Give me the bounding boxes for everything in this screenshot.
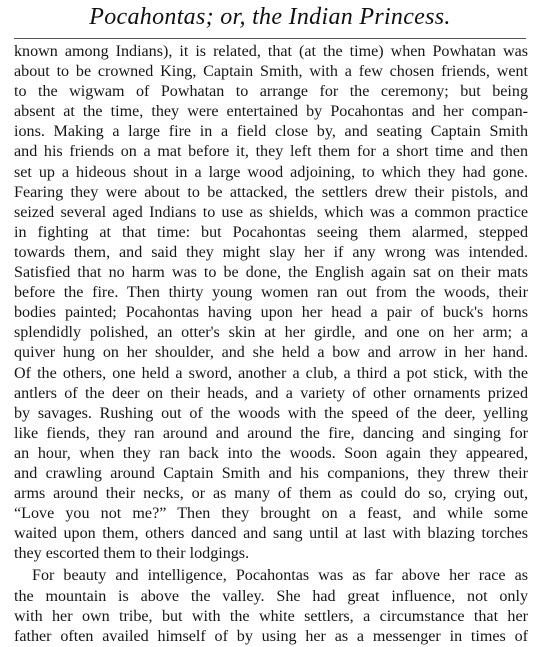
text-line: For beauty and intelligence, Pocahontas was as far above her race as [32,567,528,585]
text-line: Fearing they were about to be attacked, the settlers drew their pistols, and [14,183,528,201]
text-line: known among Indians), it is related, that (at the time) when Powhatan was [14,43,528,60]
text-line: the mountain is above the valley. She had great influence, not only [14,587,528,605]
text-line: towards them, and said they might slay her if any wrong was intended. [14,243,528,261]
text-line: arms around their necks, or as many of them as could do so, crying out, [14,485,528,503]
text-line: an hour, when they ran back into the woods. Soon again they appeared, [14,444,528,462]
text-line: about to be crowned King, Captain Smith, with a few chosen friends, went [14,63,528,81]
text-line: “Love you not me?” Then they brought on a feast, and while some [14,505,528,523]
body-text [14,42,528,647]
text-line: with her own tribe, but with the white settlers, a circumstance that her [14,607,528,625]
text-line: and crawling around Captain Smith and his companions, they threw their [14,464,528,482]
text-line: set up a hideous shout in a large wood adjoining, to which they had gone. [14,163,528,181]
text-line: seized several aged Indians to use as shields, which was a common practice [14,203,528,221]
text-line: and his friends on a mat before it, they left them for a short time and then [14,143,528,161]
text-line: antlers of the deer on their heads, and a variety of other ornaments prized [14,384,528,402]
text-line: bodies painted; Pocahontas having upon her head a pair of buck's horns [14,304,528,322]
text-line: quiver hung on her shoulder, and she held a bow and arrow in her hand. [14,344,528,362]
text-line: splendidly polished, an otter's skin at her girdle, and one on her arm; a [14,324,528,342]
text-line: Of the others, one held a sword, another a club, a third a pot stick, with the [14,364,528,382]
paragraph [14,566,528,646]
text-line: to the wigwam of Powhatan to arrange for the ceremony; but being [14,83,528,101]
text-line: ions. Making a large fire in a field close by, and seating Captain Smith [14,123,528,141]
header-rule [14,38,526,39]
running-head: Pocahontas; or, the Indian Princess. [89,4,451,30]
text-line: Satisfied that no harm was to be done, the English again sat on their mats [14,264,528,282]
text-line: before the fire. Then thirty young women ran out from the woods, their [14,284,528,302]
text-line: like fiends, they ran around and around the fire, dancing and singing for [14,424,528,442]
text-line: father often availed himself of by using her as a messenger in times of [14,627,528,645]
text-line: by savages. Rushing out of the woods with the speed of the deer, yelling [14,404,528,422]
text-line: they escorted them to their lodgings. [14,545,250,563]
paragraph [14,42,528,564]
text-line: in fighting at that time: but Pocahontas seeing them alarmed, stepped [14,223,528,241]
text-line: absent at the time, they were entertained by Pocahontas and her compan- [14,103,528,121]
text-line: waited upon them, others danced and sang until at last with blazing torches [14,525,528,543]
